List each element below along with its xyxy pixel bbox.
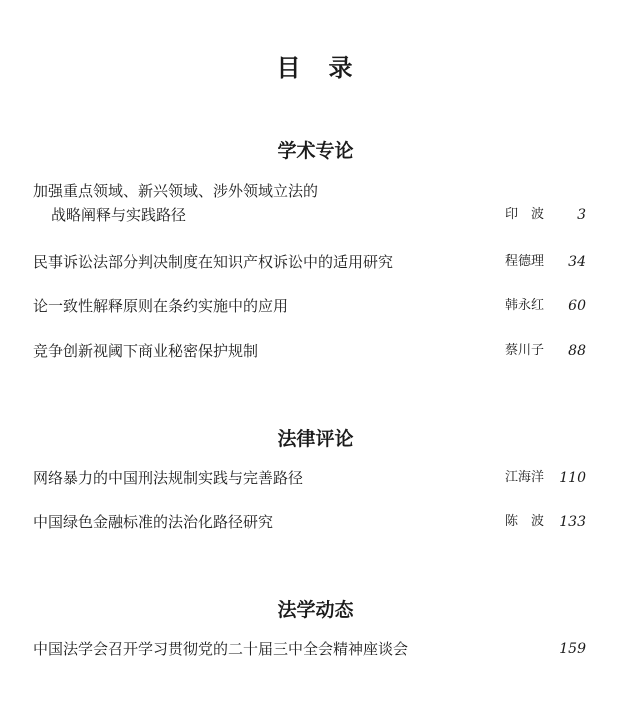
entry-title-line: 加强重点领域、新兴领域、涉外领域立法的 bbox=[33, 182, 319, 200]
entry-author: 韩永红 bbox=[504, 298, 544, 313]
entry-title-line: 竞争创新视阈下商业秘密保护规制 bbox=[33, 342, 259, 360]
entry-author: 蔡川子 bbox=[504, 343, 544, 358]
entry-title-line: 中国绿色金融标准的法治化路径研究 bbox=[33, 513, 274, 531]
entry-page-number: 159 bbox=[559, 641, 586, 657]
toc-entry[interactable] bbox=[33, 339, 588, 363]
entry-title-line: 中国法学会召开学习贯彻党的二十届三中全会精神座谈会 bbox=[33, 640, 409, 658]
section-heading: 法学动态 bbox=[277, 599, 354, 621]
entry-author: 江海洋 bbox=[504, 470, 544, 485]
section-heading: 法律评论 bbox=[277, 428, 354, 450]
entry-author: 陈 波 bbox=[504, 514, 544, 529]
entry-author: 程德理 bbox=[504, 254, 544, 269]
toc-entry[interactable] bbox=[33, 466, 588, 490]
toc-entry[interactable] bbox=[33, 179, 588, 227]
entry-title-line: 民事诉讼法部分判决制度在知识产权诉讼中的适用研究 bbox=[33, 253, 394, 271]
toc-entry[interactable] bbox=[33, 637, 588, 661]
toc-entry[interactable] bbox=[33, 294, 588, 318]
entry-page-number: 133 bbox=[559, 514, 586, 530]
section-heading: 学术专论 bbox=[277, 140, 354, 162]
entry-page-number: 88 bbox=[568, 343, 586, 359]
entry-page-number: 34 bbox=[568, 254, 586, 270]
entry-title-line: 战略阐释与实践路径 bbox=[51, 206, 187, 224]
toc-entry[interactable] bbox=[33, 510, 588, 534]
entry-page-number: 110 bbox=[559, 470, 586, 486]
toc-entry[interactable] bbox=[33, 250, 588, 274]
entry-title-line: 论一致性解释原则在条约实施中的应用 bbox=[33, 297, 289, 315]
entry-author: 印 波 bbox=[504, 207, 544, 222]
entry-page-number: 60 bbox=[568, 298, 586, 314]
page-title: 目 录 bbox=[276, 53, 355, 82]
entry-page-number: 3 bbox=[577, 207, 586, 223]
entry-title-line: 网络暴力的中国刑法规制实践与完善路径 bbox=[33, 469, 304, 487]
